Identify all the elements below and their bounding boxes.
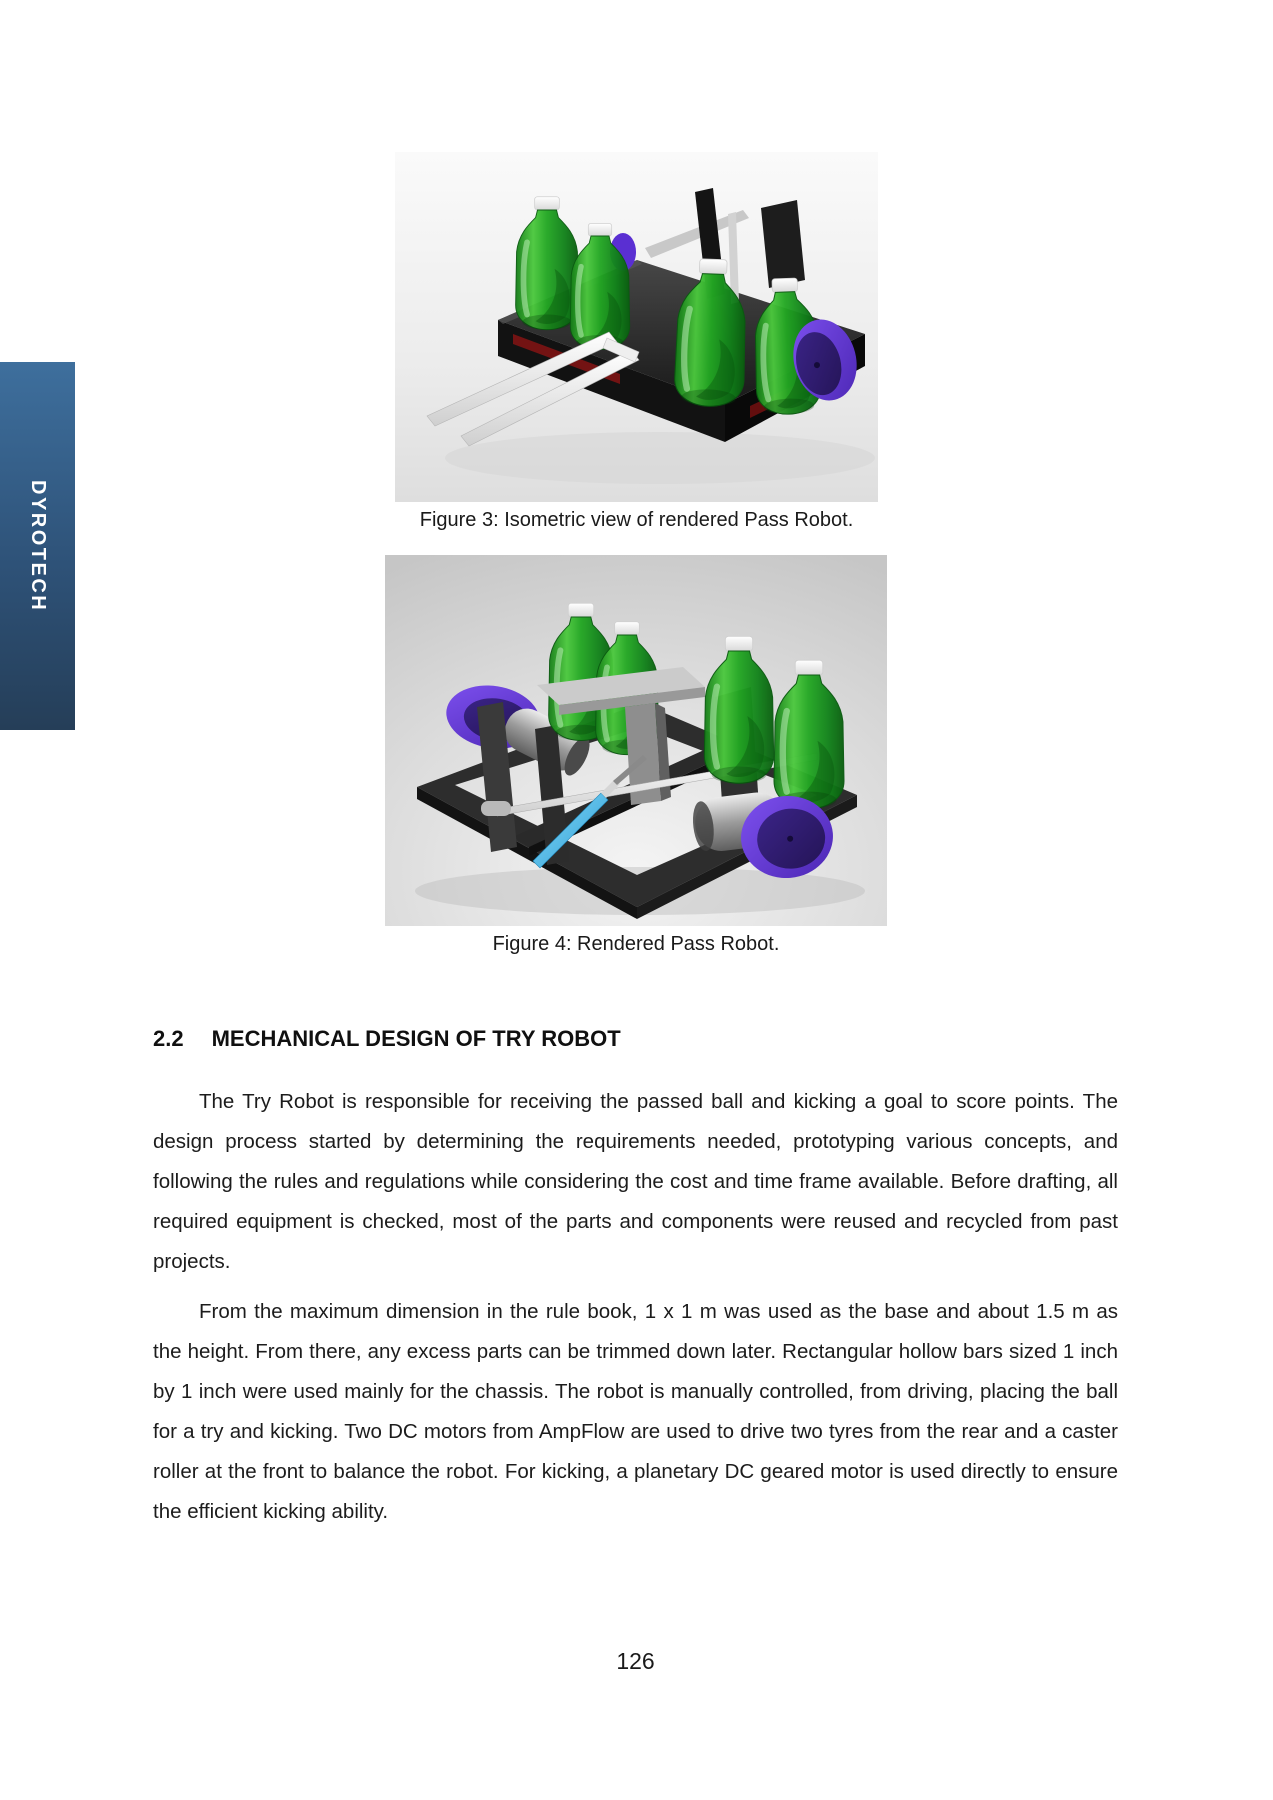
page-number: 126 — [616, 1648, 655, 1674]
figure-4-image — [385, 555, 887, 926]
figure-4-caption: Figure 4: Rendered Pass Robot. — [492, 933, 780, 955]
pass-robot-render — [385, 555, 887, 926]
paragraph-2: From the maximum dimension in the rule book, 1 x 1 m was used as the base and about 1.5 m as the height. From there, any excess parts can be trimmed down later. Rectangular hollow bars sized 1 inch by 1 inch were used mainly for the chassis. The robot is manually controlled, from driving, placing the ball for a try and kicking. Two DC motors from AmpFlow are used to drive two tyres from the rear and a caster roller at the front to balance the robot. For kicking, a planetary DC geared motor is used directly to ensure the efficient kicking ability. — [153, 1300, 1118, 1523]
dyrotech-side-tab[interactable] — [0, 362, 75, 730]
figure-3-caption: Figure 3: Isometric view of rendered Pass Robot. — [419, 509, 854, 531]
side-tab-label: DYROTECH — [27, 479, 49, 613]
section-title: MECHANICAL DESIGN OF TRY ROBOT — [211, 1026, 621, 1051]
figure-4 — [385, 555, 887, 958]
figure-3-image — [395, 152, 878, 502]
section-number: 2.2 — [153, 1026, 184, 1051]
paragraph-1: The Try Robot is responsible for receiving the passed ball and kicking a goal to score points. The design process started by determining the requirements needed, prototyping various concepts, and following the rules and regulations while considering the cost and time frame available. Before drafting, all required equipment is checked, most of the parts and components were reused and recycled from past projects. — [153, 1090, 1118, 1273]
figure-3 — [395, 152, 878, 534]
pass-robot-isometric-render — [395, 152, 878, 502]
section-heading — [153, 1026, 1118, 1052]
